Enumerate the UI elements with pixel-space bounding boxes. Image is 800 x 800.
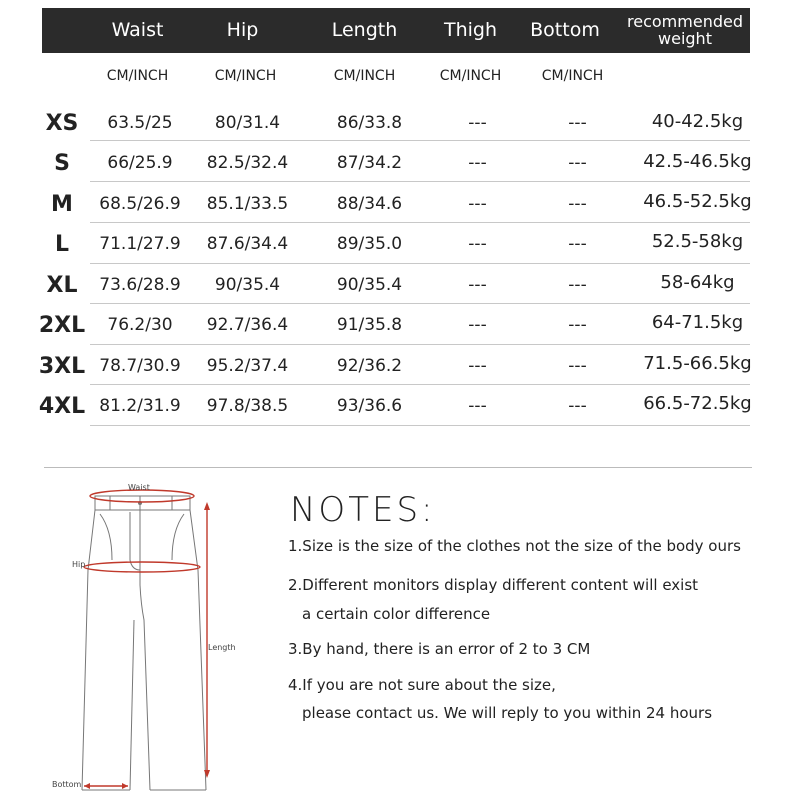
bottom-value: --- bbox=[568, 356, 587, 376]
length-value: 92/36.2 bbox=[336, 356, 403, 376]
hip-value: 95.2/37.4 bbox=[206, 356, 289, 376]
thigh-value: --- bbox=[468, 315, 487, 335]
diagram-label-length: Length bbox=[208, 643, 236, 652]
header-recommended-weight: recommended weight bbox=[627, 11, 743, 48]
length-value: 89/35.0 bbox=[336, 234, 403, 254]
weight-value: 46.5-52.5kg bbox=[643, 190, 752, 212]
hip-value: 85.1/33.5 bbox=[206, 194, 289, 214]
thigh-value: --- bbox=[468, 194, 487, 214]
row-divider bbox=[90, 222, 750, 223]
row-divider bbox=[90, 263, 750, 264]
header-thigh: Thigh bbox=[443, 18, 498, 41]
length-value: 86/33.8 bbox=[336, 113, 403, 133]
bottom-value: --- bbox=[568, 396, 587, 416]
length-value: 90/35.4 bbox=[336, 275, 403, 295]
header-bottom: Bottom bbox=[530, 18, 600, 41]
row-divider bbox=[90, 384, 750, 385]
length-value: 88/34.6 bbox=[336, 194, 403, 214]
thigh-value: --- bbox=[468, 356, 487, 376]
thigh-value: --- bbox=[468, 234, 487, 254]
note-item: please contact us. We will reply to you within 24 hours bbox=[302, 704, 713, 722]
size-label: XS bbox=[45, 110, 79, 136]
size-label: XL bbox=[46, 272, 78, 298]
unit-length: CM/INCH bbox=[333, 68, 396, 84]
hip-value: 90/35.4 bbox=[214, 275, 281, 295]
header-hip: Hip bbox=[226, 18, 259, 41]
bottom-value: --- bbox=[568, 194, 587, 214]
bottom-value: --- bbox=[568, 234, 587, 254]
row-divider bbox=[90, 140, 750, 141]
row-divider bbox=[90, 303, 750, 304]
row-divider bbox=[90, 181, 750, 182]
waist-value: 78.7/30.9 bbox=[99, 356, 181, 376]
size-label: M bbox=[51, 191, 73, 217]
notes-title: NOTES: bbox=[290, 490, 436, 530]
unit-hip: CM/INCH bbox=[214, 68, 277, 84]
row-divider bbox=[90, 425, 750, 426]
waist-value: 71.1/27.9 bbox=[99, 234, 181, 254]
thigh-value: --- bbox=[468, 396, 487, 416]
size-label: 2XL bbox=[38, 312, 86, 338]
hip-value: 80/31.4 bbox=[214, 113, 281, 133]
unit-bottom: CM/INCH bbox=[541, 68, 604, 84]
bottom-value: --- bbox=[568, 113, 587, 133]
thigh-value: --- bbox=[468, 275, 487, 295]
length-value: 91/35.8 bbox=[336, 315, 403, 335]
bottom-value: --- bbox=[568, 153, 587, 173]
note-item: 4.If you are not sure about the size, bbox=[288, 676, 556, 694]
section-divider bbox=[44, 467, 752, 468]
note-item: 2.Different monitors display different content will exist bbox=[288, 576, 699, 594]
note-item: a certain color difference bbox=[302, 605, 491, 623]
length-value: 87/34.2 bbox=[336, 153, 403, 173]
unit-waist: CM/INCH bbox=[106, 68, 169, 84]
unit-thigh: CM/INCH bbox=[439, 68, 502, 84]
hip-value: 87.6/34.4 bbox=[206, 234, 289, 254]
diagram-label-bottom: Bottom bbox=[52, 780, 82, 789]
waist-value: 81.2/31.9 bbox=[99, 396, 181, 416]
diagram-label-waist: Waist bbox=[128, 483, 150, 492]
size-label: S bbox=[54, 150, 70, 176]
note-item: 3.By hand, there is an error of 2 to 3 CM bbox=[288, 640, 591, 658]
weight-value: 40-42.5kg bbox=[651, 110, 744, 132]
weight-value: 42.5-46.5kg bbox=[643, 150, 752, 172]
weight-value: 58-64kg bbox=[660, 271, 735, 293]
hip-value: 82.5/32.4 bbox=[206, 153, 289, 173]
waist-value: 66/25.9 bbox=[107, 153, 173, 173]
waist-value: 68.5/26.9 bbox=[99, 194, 181, 214]
header-waist: Waist bbox=[111, 18, 164, 41]
weight-value: 64-71.5kg bbox=[651, 311, 744, 333]
size-label: 3XL bbox=[38, 353, 86, 379]
row-divider bbox=[90, 344, 750, 345]
waist-value: 63.5/25 bbox=[107, 113, 173, 133]
weight-value: 52.5-58kg bbox=[651, 230, 744, 252]
length-value: 93/36.6 bbox=[336, 396, 403, 416]
size-label: 4XL bbox=[38, 393, 86, 419]
weight-value: 66.5-72.5kg bbox=[643, 392, 752, 414]
note-item: 1.Size is the size of the clothes not the size of the body ours bbox=[288, 537, 741, 555]
weight-value: 71.5-66.5kg bbox=[643, 352, 752, 374]
thigh-value: --- bbox=[468, 113, 487, 133]
header-length: Length bbox=[331, 18, 398, 41]
hip-value: 97.8/38.5 bbox=[206, 396, 289, 416]
diagram-label-hip: Hip bbox=[72, 560, 86, 569]
size-label: L bbox=[54, 231, 70, 257]
thigh-value: --- bbox=[468, 153, 487, 173]
pants-measurement-diagram bbox=[0, 470, 260, 800]
waist-value: 73.6/28.9 bbox=[99, 275, 181, 295]
waist-value: 76.2/30 bbox=[107, 315, 173, 335]
hip-value: 92.7/36.4 bbox=[206, 315, 289, 335]
bottom-value: --- bbox=[568, 315, 587, 335]
bottom-value: --- bbox=[568, 275, 587, 295]
